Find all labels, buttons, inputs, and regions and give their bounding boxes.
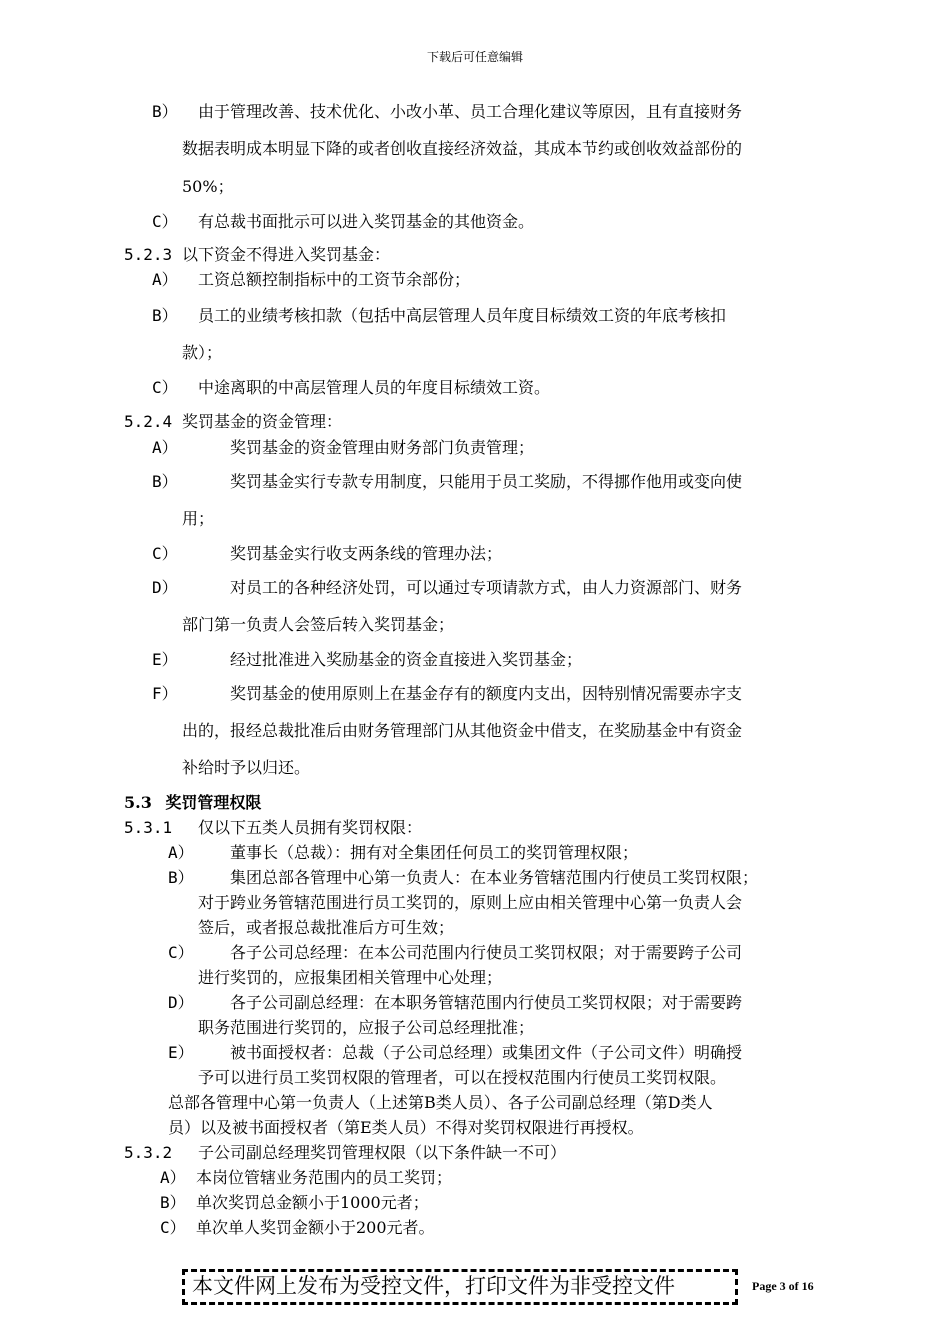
item-label: D）: [168, 993, 194, 1012]
item-label: E）: [168, 1043, 194, 1062]
item-label: F）: [152, 684, 178, 703]
item-label: B）: [152, 472, 178, 491]
item-label: C）: [168, 943, 194, 962]
text-line: 职务范围进行奖罚的，应报子公司总经理批准；: [198, 1018, 535, 1037]
text-line: 对于跨业务管辖范围进行员工奖罚的，原则上应由相关管理中心第一负责人会: [198, 893, 743, 912]
item-label: D）: [152, 578, 178, 597]
text-line: 予可以进行员工奖罚权限的管理者，可以在授权范围内行使员工奖罚权限。: [198, 1068, 727, 1087]
text-line: 由于管理改善、技术优化、小改小革、员工合理化建议等原因，且有直接财务: [198, 102, 743, 121]
text-line: 集团总部各管理中心第一负责人：在本业务管辖范围内行使员工奖罚权限；: [230, 868, 759, 887]
text-line: 出的，报经总裁批准后由财务管理部门从其他资金中借支，在奖励基金中有资金: [182, 721, 743, 740]
text-line: 中途离职的中高层管理人员的年度目标绩效工资。: [198, 378, 551, 397]
text-line: 签后，或者报总裁批准后方可生效；: [198, 918, 455, 937]
section-title: 奖罚基金的资金管理：: [182, 412, 343, 431]
section-title: 仅以下五类人员拥有奖罚权限：: [198, 818, 423, 837]
item-label: C）: [160, 1218, 186, 1237]
text-line: 员）以及被书面授权者（第E类人员）不得对奖罚权限进行再授权。: [168, 1118, 644, 1137]
section-heading: [124, 793, 261, 813]
text-line: 对员工的各种经济处罚，可以通过专项请款方式，由人力资源部门、财务: [230, 578, 743, 597]
item-label: A）: [152, 438, 178, 457]
text-line: 部门第一负责人会签后转入奖罚基金；: [182, 615, 455, 634]
text-line: 奖罚基金实行专款专用制度，只能用于员工奖励，不得挪作他用或变向使: [230, 472, 743, 491]
item-label: C）: [152, 544, 178, 563]
text-line: 数据表明成本明显下降的或者创收直接经济效益，其成本节约或创收效益部份的: [182, 139, 743, 158]
page-header: 下载后可任意编辑: [426, 50, 523, 64]
item-label: C）: [152, 212, 178, 231]
item-label: A）: [152, 270, 178, 289]
footer-notice: 本文件网上发布为受控文件，打印文件为非受控文件: [192, 1274, 675, 1298]
text-line: 被书面授权者：总裁（子公司总经理）或集团文件（子公司文件）明确授: [230, 1043, 743, 1062]
text-line: 进行奖罚的，应报集团相关管理中心处理；: [198, 968, 503, 987]
heading-number: 5.3: [124, 793, 152, 812]
text-line: 本岗位管辖业务范围内的员工奖罚；: [196, 1168, 453, 1187]
text-line: 50%；: [182, 177, 234, 196]
text-line: 奖罚基金的使用原则上在基金存有的额度内支出，因特别情况需要赤字支: [230, 684, 743, 703]
text-line: 各子公司总经理：在本公司范围内行使员工奖罚权限；对于需要跨子公司: [230, 943, 743, 962]
heading-title: 奖罚管理权限: [165, 793, 262, 812]
text-line: 用；: [182, 509, 215, 528]
page-number: Page 3 of 16: [752, 1279, 814, 1293]
item-label: B）: [152, 306, 178, 325]
text-line: 单次单人奖罚金额小于200元者。: [196, 1218, 435, 1237]
text-line: 奖罚基金的资金管理由财务部门负责管理；: [230, 438, 535, 457]
item-label: E）: [152, 650, 178, 669]
section-title: 以下资金不得进入奖罚基金：: [182, 245, 391, 264]
item-label: B）: [168, 868, 194, 887]
item-label: B）: [152, 102, 178, 121]
text-line: 总部各管理中心第一负责人（上述第B类人员）、各子公司副总经理（第D类人: [168, 1093, 713, 1112]
section-number: 5.2.3: [124, 245, 173, 264]
section-number: 5.2.4: [124, 412, 173, 431]
text-line: 款）；: [182, 343, 223, 362]
item-label: C）: [152, 378, 178, 397]
text-line: 单次奖罚总金额小于1000元者；: [196, 1193, 429, 1212]
item-label: A）: [160, 1168, 186, 1187]
text-line: 员工的业绩考核扣款（包括中高层管理人员年度目标绩效工资的年底考核扣: [198, 306, 727, 325]
text-line: 工资总额控制指标中的工资节余部份；: [198, 270, 471, 289]
text-line: 各子公司副总经理：在本职务管辖范围内行使员工奖罚权限；对于需要跨: [230, 993, 743, 1012]
section-number: 5.3.2: [124, 1143, 173, 1162]
item-label: B）: [160, 1193, 186, 1212]
section-number: 5.3.1: [124, 818, 173, 837]
text-line: 补给时予以归还。: [182, 758, 311, 777]
section-title: 子公司副总经理奖罚管理权限（以下条件缺一不可）: [198, 1143, 567, 1162]
item-label: A）: [168, 843, 194, 862]
text-line: 奖罚基金实行收支两条线的管理办法；: [230, 544, 503, 563]
text-line: 经过批准进入奖励基金的资金直接进入奖罚基金；: [230, 650, 583, 669]
text-line: 董事长（总裁）：拥有对全集团任何员工的奖罚管理权限；: [230, 843, 639, 862]
text-line: 有总裁书面批示可以进入奖罚基金的其他资金。: [198, 212, 535, 231]
